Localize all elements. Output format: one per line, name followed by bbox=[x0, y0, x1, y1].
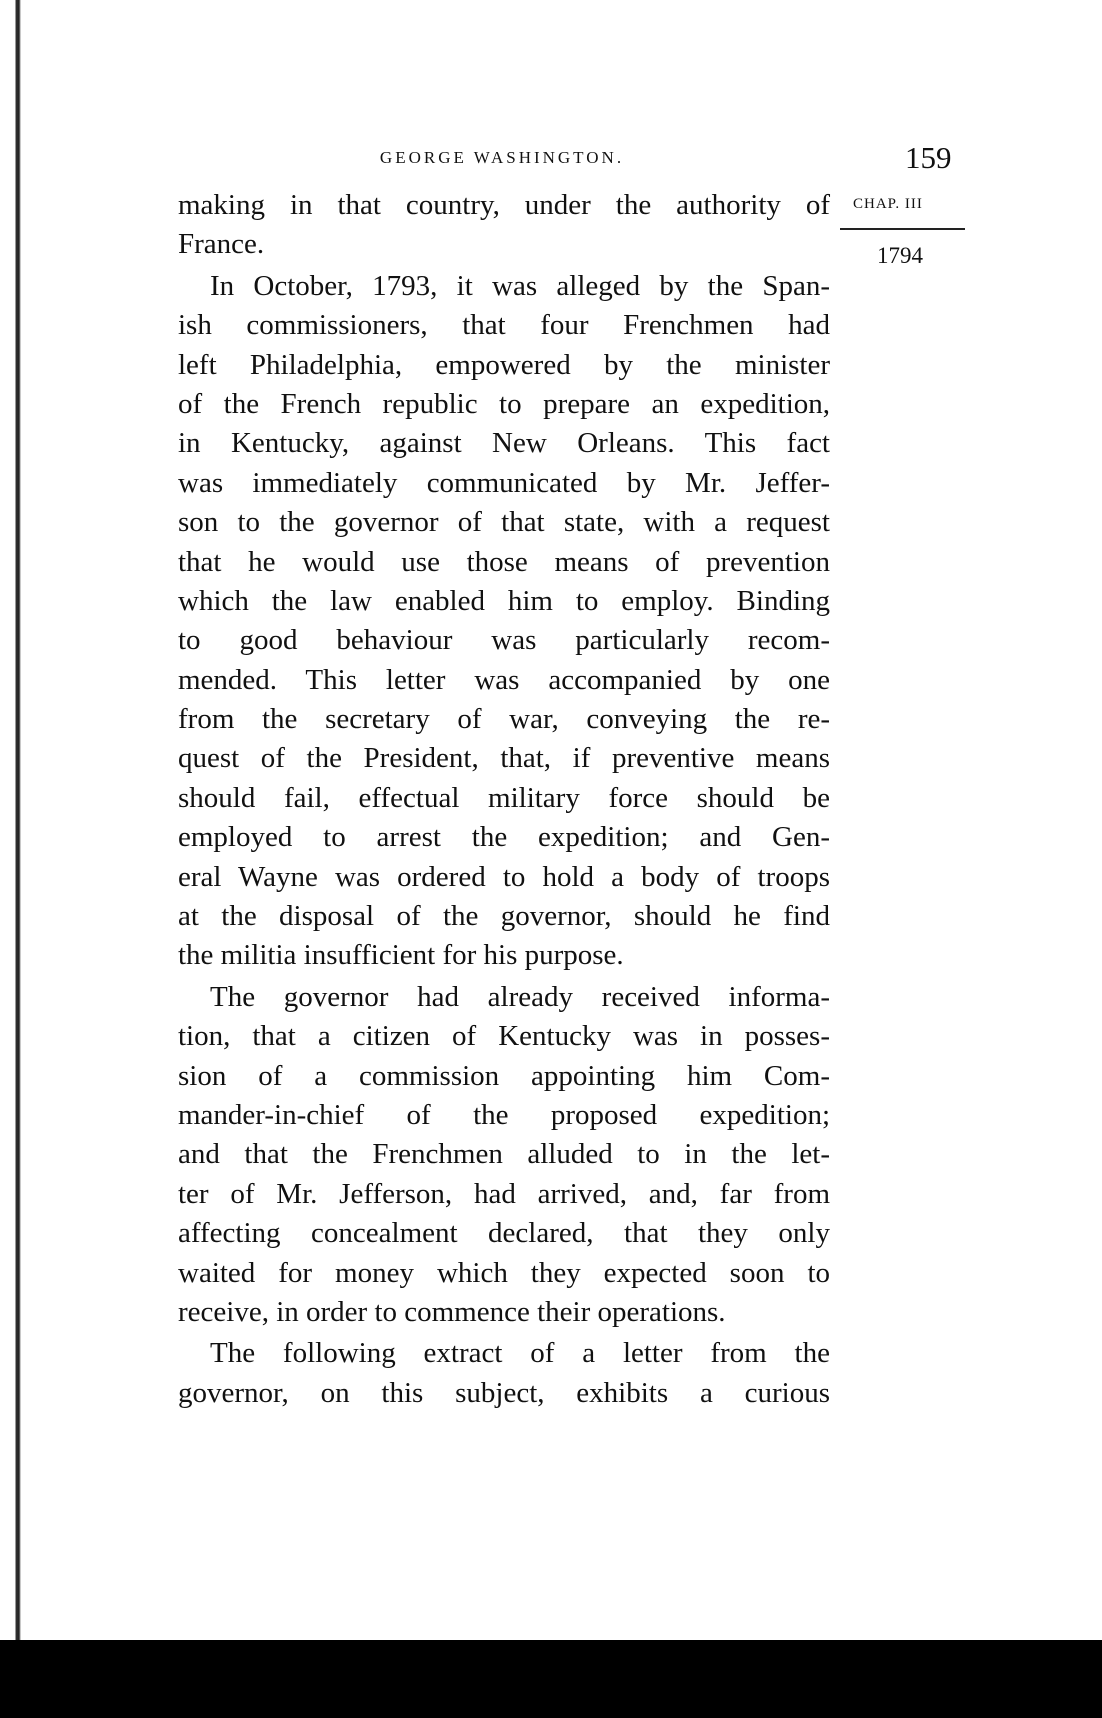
paragraph-1 bbox=[178, 186, 830, 265]
text-line: affecting concealment declared, that they only bbox=[178, 1217, 830, 1250]
text-line: mander-in-chief of the proposed expedition; bbox=[178, 1098, 830, 1131]
text-line: receive, in order to commence their operations. bbox=[178, 1295, 726, 1328]
paragraph-2 bbox=[178, 267, 830, 976]
text-line: waited for money which they expected soon to bbox=[178, 1256, 830, 1289]
sidenote-rule bbox=[840, 228, 965, 230]
text-line: at the disposal of the governor, should he find bbox=[178, 900, 830, 933]
scan-bottom-edge bbox=[0, 1640, 1102, 1718]
text-line: from the secretary of war, conveying the re- bbox=[178, 703, 830, 736]
text-line: tion, that a citizen of Kentucky was in posses- bbox=[178, 1020, 830, 1053]
text-line: which the law enabled him to employ. Binding bbox=[178, 584, 830, 617]
text-line: quest of the President, that, if preventive means bbox=[178, 742, 830, 775]
text-line: making in that country, under the authority of bbox=[178, 189, 830, 221]
text-line: of the French republic to prepare an expedition, bbox=[178, 387, 830, 420]
text-line: son to the governor of that state, with a request bbox=[178, 506, 830, 539]
text-line: the militia insufficient for his purpose. bbox=[178, 939, 624, 972]
text-line: In October, 1793, it was alleged by the Span- bbox=[210, 269, 830, 302]
text-line: governor, on this subject, exhibits a curious bbox=[178, 1376, 830, 1409]
text-line: to good behaviour was particularly recom- bbox=[178, 624, 830, 657]
running-head: GEORGE WASHINGTON. bbox=[379, 148, 625, 167]
text-line: and that the Frenchmen alluded to in the let- bbox=[178, 1138, 830, 1171]
text-line: employed to arrest the expedition; and Gen- bbox=[178, 821, 830, 854]
text-line: ter of Mr. Jefferson, had arrived, and, far from bbox=[178, 1177, 830, 1210]
text-line: France. bbox=[178, 228, 265, 261]
text-line: in Kentucky, against New Orleans. This fact bbox=[178, 427, 830, 460]
year-sidenote: 1794 bbox=[877, 243, 923, 268]
text-line: The following extract of a letter from the bbox=[210, 1337, 830, 1370]
body-text bbox=[178, 186, 830, 1413]
text-line: was immediately communicated by Mr. Jeffer- bbox=[178, 466, 830, 499]
text-line: eral Wayne was ordered to hold a body of troops bbox=[178, 860, 830, 893]
text-line: left Philadelphia, empowered by the minister bbox=[178, 348, 830, 381]
text-line: should fail, effectual military force should be bbox=[178, 781, 830, 814]
paragraph-3 bbox=[178, 978, 830, 1333]
text-line: sion of a commission appointing him Com- bbox=[178, 1059, 830, 1092]
paragraph-4 bbox=[178, 1334, 830, 1413]
text-line: The governor had already received informa- bbox=[210, 980, 830, 1013]
text-line: ish commissioners, that four Frenchmen had bbox=[178, 309, 830, 342]
page-number: 159 bbox=[905, 140, 952, 175]
page-left-edge bbox=[0, 0, 22, 1718]
text-line: that he would use those means of prevention bbox=[178, 545, 830, 578]
text-line: mended. This letter was accompanied by one bbox=[178, 663, 830, 696]
chapter-sidenote: CHAP. III bbox=[853, 196, 923, 212]
